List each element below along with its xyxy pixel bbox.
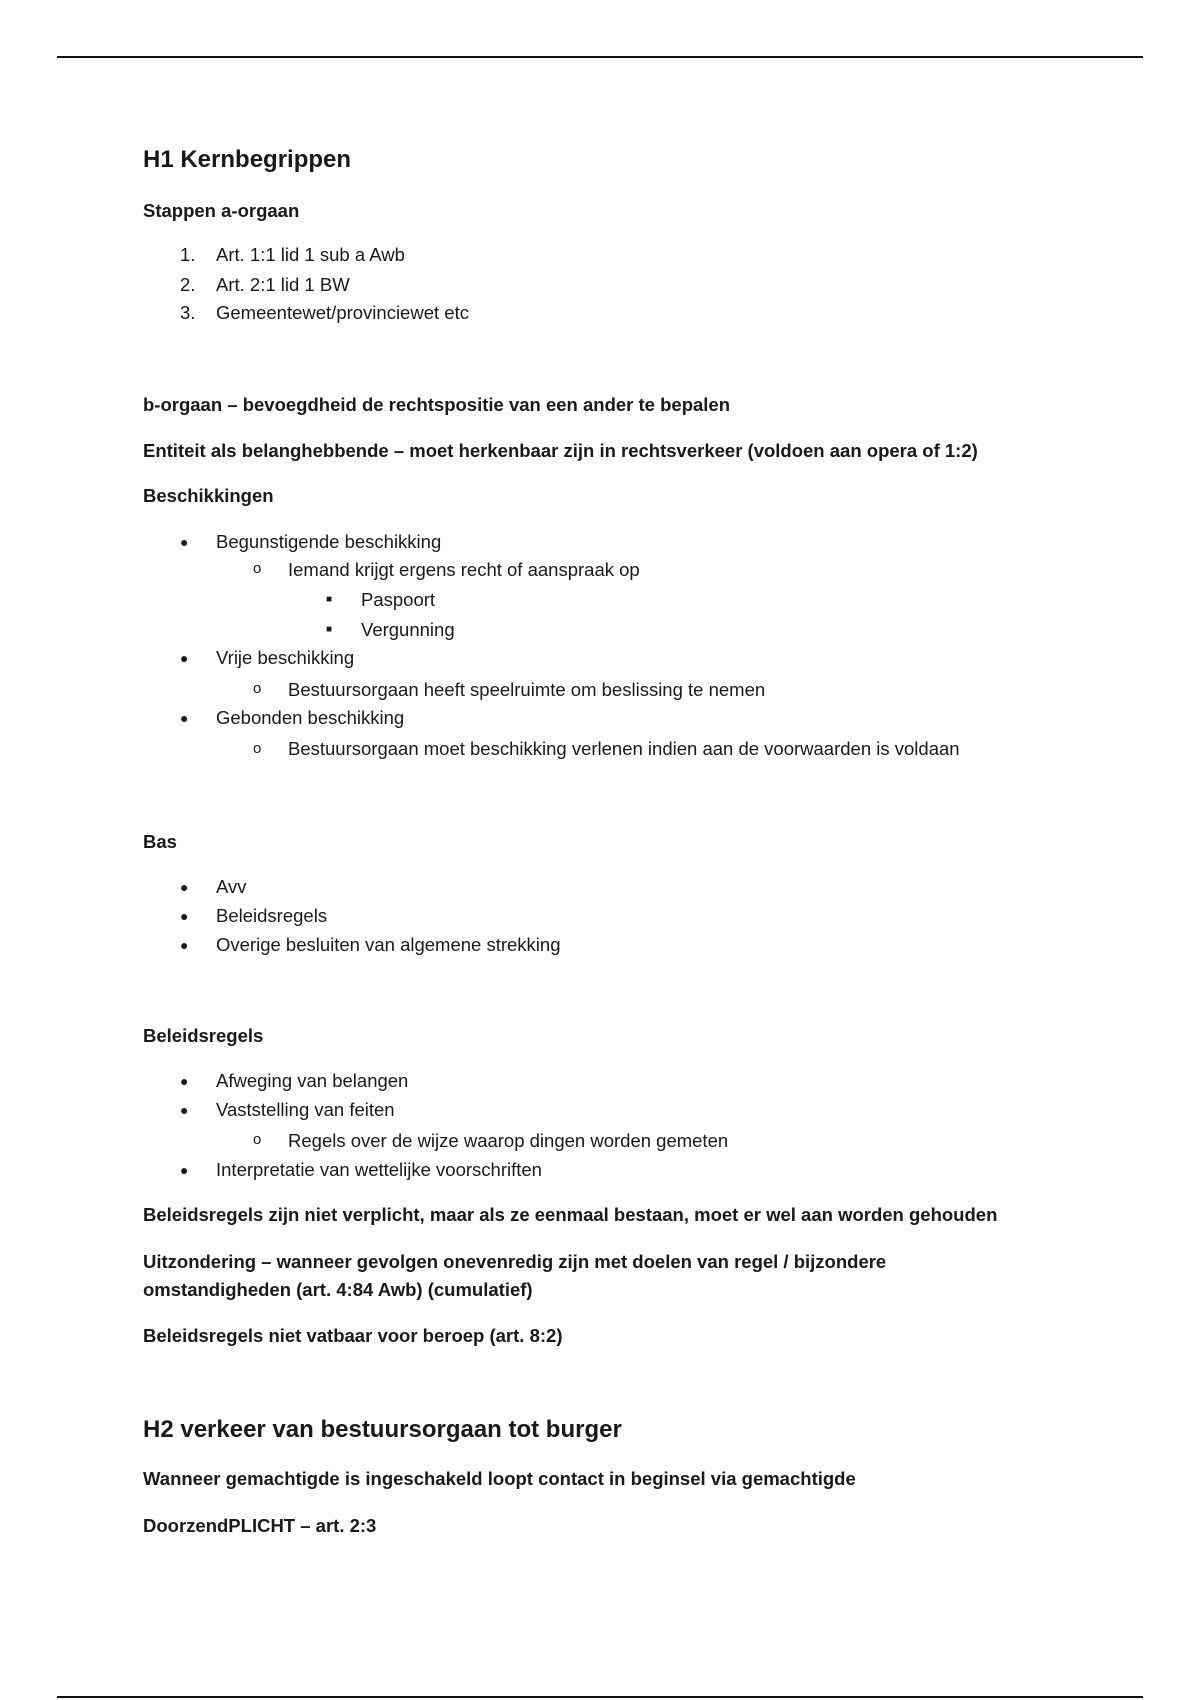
- list-item: Vrije beschikking: [216, 647, 355, 668]
- footer-rule: [57, 1696, 1143, 1698]
- list-item: Gebonden beschikking: [216, 707, 405, 728]
- bullet-circle: o: [253, 740, 262, 757]
- bullet-disc: ●: [180, 710, 189, 726]
- bullet-disc: ●: [180, 1073, 189, 1089]
- bullet-disc: ●: [180, 908, 189, 924]
- list-number: 1.: [180, 244, 196, 265]
- list-item: Bestuursorgaan moet beschikking verlenen indien aan de voorwaarden is voldaan: [288, 738, 960, 759]
- bullet-circle: o: [253, 560, 262, 577]
- list-number: 2.: [180, 274, 196, 295]
- bas-title: Bas: [143, 831, 177, 852]
- header-rule: [57, 56, 1143, 58]
- uitzondering-line-1: Uitzondering – wanneer gevolgen onevenredig zijn met doelen van regel / bijzondere: [143, 1251, 887, 1272]
- list-item: Afweging van belangen: [216, 1070, 409, 1091]
- list-item: Interpretatie van wettelijke voorschriften: [216, 1159, 542, 1180]
- beschikkingen-title: Beschikkingen: [143, 485, 274, 506]
- bullet-circle: o: [253, 680, 262, 697]
- beleidsregels-title: Beleidsregels: [143, 1025, 264, 1046]
- bullet-circle: o: [253, 1131, 262, 1148]
- bullet-square: ■: [326, 594, 333, 605]
- list-item: Bestuursorgaan heeft speelruimte om beslissing te nemen: [288, 679, 766, 700]
- heading-h1: H1 Kernbegrippen: [143, 146, 352, 173]
- bullet-disc: ●: [180, 1162, 189, 1178]
- stappen-title: Stappen a-orgaan: [143, 200, 300, 221]
- list-item: Iemand krijgt ergens recht of aanspraak op: [288, 559, 640, 580]
- list-number: 3.: [180, 302, 196, 323]
- list-item: Paspoort: [361, 589, 436, 610]
- list-item: Regels over de wijze waarop dingen worden gemeten: [288, 1130, 729, 1151]
- bullet-disc: ●: [180, 879, 189, 895]
- list-item: Vergunning: [361, 619, 455, 640]
- bullet-disc: ●: [180, 937, 189, 953]
- list-item: Begunstigende beschikking: [216, 531, 442, 552]
- beleidsregels-note: Beleidsregels zijn niet verplicht, maar als ze eenmaal bestaan, moet er wel aan worden gehouden: [143, 1204, 998, 1225]
- list-item: Gemeentewet/provinciewet etc: [216, 302, 469, 323]
- list-item: Vaststelling van feiten: [216, 1099, 395, 1120]
- list-item: Art. 2:1 lid 1 BW: [216, 274, 350, 295]
- uitzondering-line-2: omstandigheden (art. 4:84 Awb) (cumulatief): [143, 1279, 533, 1300]
- bullet-square: ■: [326, 624, 333, 635]
- heading-h2: H2 verkeer van bestuursorgaan tot burger: [143, 1416, 622, 1443]
- bullet-disc: ●: [180, 1102, 189, 1118]
- b-orgaan-line: b-orgaan – bevoegdheid de rechtspositie van een ander te bepalen: [143, 394, 731, 415]
- list-item: Beleidsregels: [216, 905, 328, 926]
- list-item: Art. 1:1 lid 1 sub a Awb: [216, 244, 405, 265]
- beroep-line: Beleidsregels niet vatbaar voor beroep (art. 8:2): [143, 1325, 563, 1346]
- doorzendplicht-line: DoorzendPLICHT – art. 2:3: [143, 1515, 377, 1536]
- list-item: Avv: [216, 876, 247, 897]
- bullet-disc: ●: [180, 534, 189, 550]
- entiteit-line: Entiteit als belanghebbende – moet herkenbaar zijn in rechtsverkeer (voldoen aan opera of 1:2): [143, 440, 978, 461]
- list-item: Overige besluiten van algemene strekking: [216, 934, 561, 955]
- bullet-disc: ●: [180, 650, 189, 666]
- gemachtigde-line: Wanneer gemachtigde is ingeschakeld loopt contact in beginsel via gemachtigde: [143, 1468, 856, 1489]
